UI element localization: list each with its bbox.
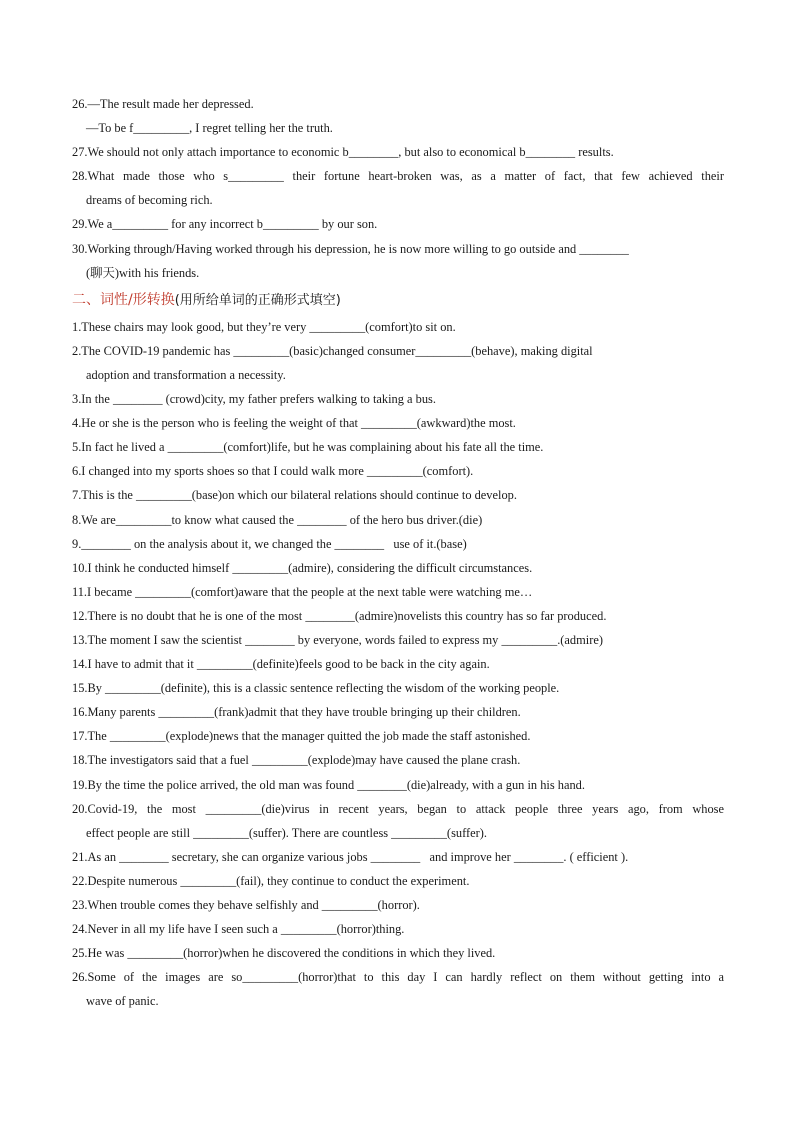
item-9: 9.________ on the analysis about it, we changed the ________ use of it.(base) xyxy=(72,536,467,551)
section-2-instructions: (用所给单词的正确形式填空) xyxy=(174,292,341,308)
item-17: 17.The _________(explode)news that the manager quitted the job made the staff astonished. xyxy=(72,729,531,744)
item-20-line-2: effect people are still _________(suffer). There are countless _________(suffer). xyxy=(86,825,487,840)
item-20-line-1: 20.Covid-19, the most _________(die)virus in recent years, began to attack people three years ago, from whose xyxy=(72,801,724,816)
question-28-line-2: dreams of becoming rich. xyxy=(86,193,213,208)
item-10: 10.I think he conducted himself _________(admire), considering the difficult circumstances. xyxy=(72,560,533,575)
item-2-line-1: 2.The COVID-19 pandemic has _________(basic)changed consumer_________(behave), making digital xyxy=(72,343,593,358)
item-23: 23.When trouble comes they behave selfishly and _________(horror). xyxy=(72,898,420,912)
question-27: 27.We should not only attach importance to economic b________, but also to economical b________ results. xyxy=(72,145,614,160)
item-12: 12.There is no doubt that he is one of the most ________(admire)novelists this country has so far produced. xyxy=(72,608,607,623)
item-3: 3.In the ________ (crowd)city, my father prefers walking to taking a bus. xyxy=(72,392,436,407)
item-15: 15.By _________(definite), this is a classic sentence reflecting the wisdom of the working people. xyxy=(72,681,560,696)
item-25: 25.He was _________(horror)when he discovered the conditions in which they lived. xyxy=(72,946,496,961)
item-1: 1.These chairs may look good, but they’re very _________(comfort)to sit on. xyxy=(72,319,456,334)
item-24: 24.Never in all my life have I seen such a _________(horror)thing. xyxy=(72,922,405,937)
item-13: 13.The moment I saw the scientist ________ by everyone, words failed to express my _________.(admire) xyxy=(72,632,603,647)
item-2-line-2: adoption and transformation a necessity. xyxy=(86,367,286,382)
item-16: 16.Many parents _________(frank)admit that they have trouble bringing up their children. xyxy=(72,705,521,720)
item-6: 6.I changed into my sports shoes so that I could walk more _________(comfort). xyxy=(72,464,474,479)
section-2-heading xyxy=(72,289,724,312)
item-5: 5.In fact he lived a _________(comfort)life, but he was complaining about his fate all the time. xyxy=(72,440,544,455)
item-18: 18.The investigators said that a fuel _________(explode)may have caused the plane crash. xyxy=(72,753,521,768)
question-28-line-1: 28.What made those who s_________ their fortune heart-broken was, as a matter of fact, that few achieved their xyxy=(72,169,724,184)
section-2-title: 二、词性/形转换 xyxy=(72,291,175,308)
question-30-line-2: (聊天)with his friends. xyxy=(86,265,200,280)
question-26-response: —To be f_________, I regret telling her the truth. xyxy=(86,121,333,136)
item-21: 21.As an ________ secretary, she can organize various jobs ________ and improve her ________. ( efficient ). xyxy=(72,849,629,864)
worksheet-page xyxy=(72,92,724,1013)
question-30-line-1: 30.Working through/Having worked through his depression, he is now more willing to go outside and ________ xyxy=(72,241,629,256)
item-7: 7.This is the _________(base)on which our bilateral relations should continue to develop. xyxy=(72,488,517,503)
question-26-prompt: 26.—The result made her depressed. xyxy=(72,97,254,111)
item-11: 11.I became _________(comfort)aware that the people at the next table were watching me… xyxy=(72,584,533,599)
item-22: 22.Despite numerous _________(fail), they continue to conduct the experiment. xyxy=(72,873,470,888)
item-26-line-1: 26.Some of the images are so_________(horror)that to this day I can hardly reflect on them without getting into a xyxy=(72,970,724,985)
item-26-line-2: wave of panic. xyxy=(86,994,159,1009)
question-29: 29.We a_________ for any incorrect b_________ by our son. xyxy=(72,217,378,232)
item-14: 14.I have to admit that it _________(definite)feels good to be back in the city again. xyxy=(72,657,490,672)
item-19: 19.By the time the police arrived, the old man was found ________(die)already, with a gun in his hand. xyxy=(72,777,585,792)
item-4: 4.He or she is the person who is feeling the weight of that _________(awkward)the most. xyxy=(72,416,516,431)
item-8: 8.We are_________to know what caused the ________ of the hero bus driver.(die) xyxy=(72,512,483,527)
